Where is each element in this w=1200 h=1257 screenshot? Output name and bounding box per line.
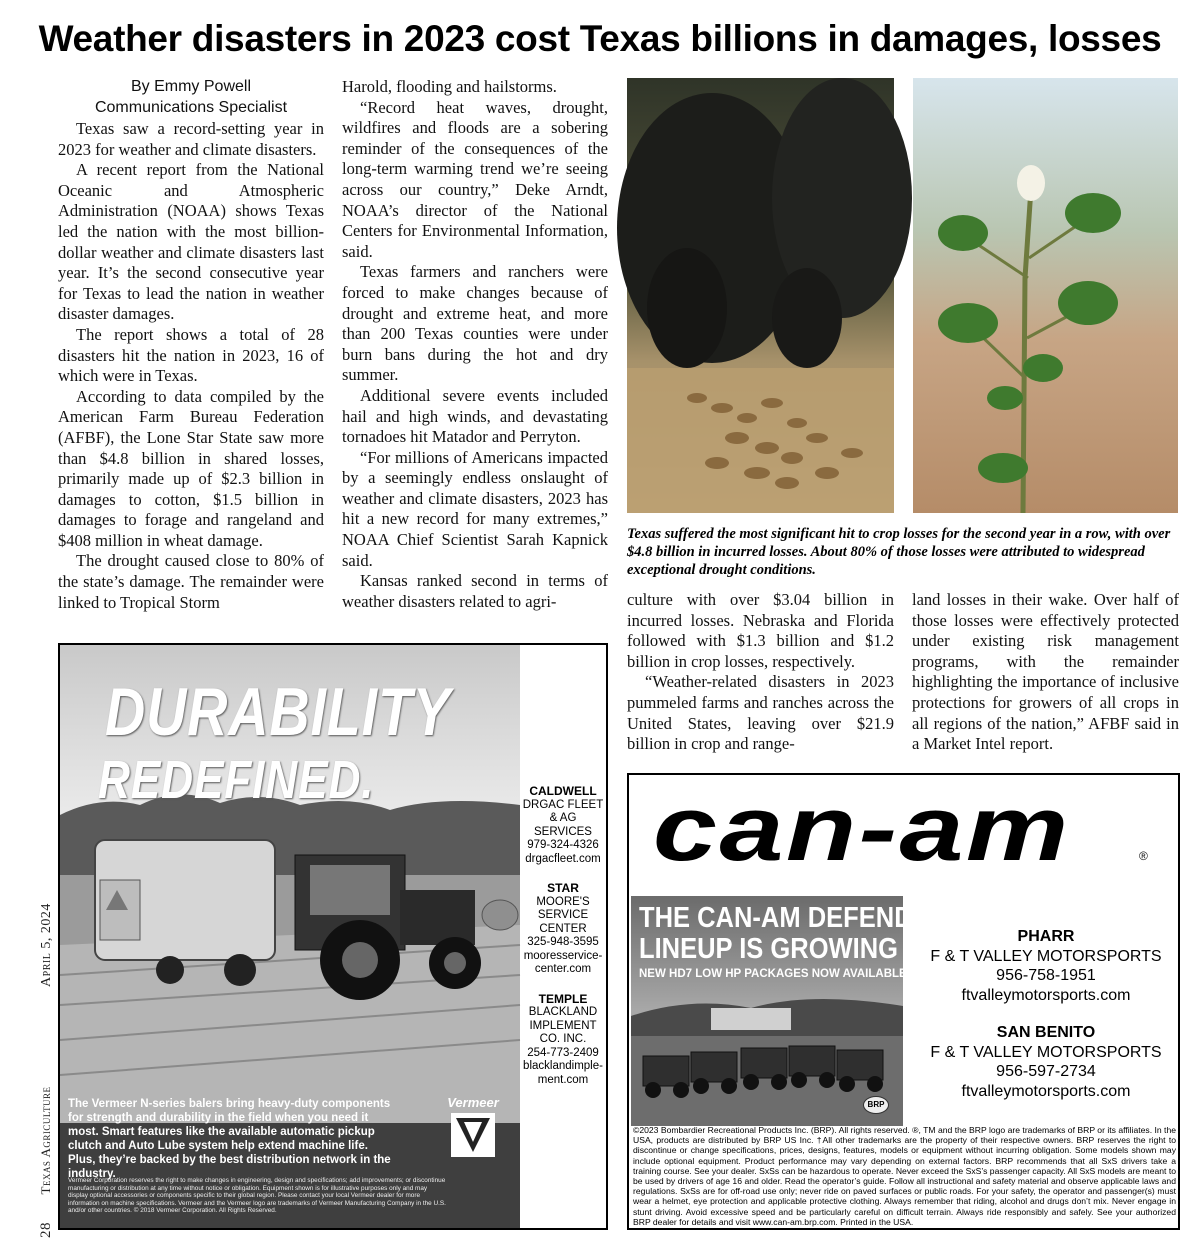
dealer-website[interactable]: center.com [534, 963, 592, 975]
paragraph: “For millions of Americans impacted by a seemingly endless onslaught of weather and climate disasters, 2023 has hit a new record for many extremes,” NOAA Chief Scientist Sarah Kapnick said. [342, 447, 608, 570]
dealer-website[interactable]: ftvalleymotorsports.com [961, 1082, 1131, 1100]
paragraph: Texas farmers and ranchers were forced to make changes because of drought and extreme heat, and more than 200 Texas counties were under burn bans during the hot and dry summer. [342, 262, 608, 385]
dealer-line: BLACKLAND [528, 1006, 598, 1018]
vermeer-body-text: The Vermeer N-series balers bring heavy-duty components for strength and durability in the field when you need it most. Smart features like the available automatic pickup clutch and Auto Lube system help extend machine life. Plus, they’re backed by the best distribution network in the industry. [68, 1098, 391, 1180]
canam-dealer-list [911, 915, 1181, 1101]
dealer-line: SERVICES [534, 825, 592, 838]
vermeer-headline-2: REDEFINED. [98, 750, 375, 810]
paragraph: The drought caused close to 80% of the state’s damage. The remainder were linked to Tropical Storm [58, 551, 324, 612]
vermeer-ad-image [60, 645, 520, 1228]
dealer-phone: 979-324-4326 [527, 839, 599, 851]
canam-ad-image [631, 896, 949, 1126]
dealer-line: CENTER [539, 922, 587, 935]
brp-logo-text: BRP [867, 1100, 885, 1109]
dealer-line: SERVICE [537, 909, 589, 921]
cotton-seedling-photo [913, 78, 1178, 513]
vermeer-logo-text: Vermeer [447, 1095, 499, 1110]
byline-name: By Emmy Powell [130, 78, 252, 95]
canam-headline-2: LINEUP IS GROWING [639, 933, 899, 965]
dealer-block [911, 927, 1181, 1005]
dealer-website[interactable]: drgacfleet.com [525, 852, 601, 865]
page-sidebar [38, 903, 55, 1238]
issue-date: April 5, 2024 [39, 903, 54, 987]
dealer-name: F & T VALLEY MOTORSPORTS [930, 1043, 1162, 1061]
paragraph: culture with over $3.04 billion in incurred losses. Nebraska and Florida followed with $1.3 billion and $1.2 billion in crop losses, respectively. [627, 590, 894, 671]
paragraph: According to data compiled by the American Farm Bureau Federation (AFBF), the Lone Star State saw more than $4.8 billion in shared losses, primarily made up of $2.3 billion in damages to cotton, $1.5 billion in damages to forage and rangeland and $408 million in wheat damage. [58, 386, 324, 550]
dealer-city: CALDWELL [529, 784, 597, 798]
brp-logo [863, 1096, 889, 1114]
canam-headline-1: THE CAN-AM DEFENDER [639, 902, 949, 934]
paragraph: land losses in their wake. Over half of those losses were effectively protected under existing risk management programs, with the remainder highlighting the importance of inclusive protections for growers of all crops in all regions of the nation,” AFBF said in a Market Intel report. [912, 590, 1179, 754]
vermeer-dealer-list [520, 775, 606, 1087]
page-number: 28 [38, 1222, 54, 1238]
vermeer-fine-print: Vermeer Corporation reserves the right to make changes in engineering, design and specifications; add improvements; or discontinue manufacturing or distribution at any time without notice or obligation. Equipment shown is for illustrative purposes only and may display optional accessories or components specific to their global region. Please contact your local Vermeer dealer for more information on machine specifications. Vermeer and the Vermeer logo are trademarks of Vermeer Manufacturing Company in the U.S. and/or other countries. © 2018 Vermeer Corporation. All Rights Reserved. [68, 1177, 446, 1215]
dealer-phone: 254-773-2409 [527, 1046, 599, 1059]
cattle-photo [627, 78, 894, 513]
dealer-phone: 956-597-2734 [996, 1063, 1096, 1080]
dealer-city: PHARR [1017, 928, 1075, 945]
article-column-2 [342, 77, 608, 612]
dealer-line: IMPLEMENT [529, 1019, 597, 1032]
canam-subhead: NEW HD7 LOW HP PACKAGES NOW AVAILABLE [639, 968, 907, 980]
dealer-name: F & T VALLEY MOTORSPORTS [930, 947, 1162, 965]
canam-reg-mark: ® [1139, 849, 1148, 863]
dealer-block [520, 785, 606, 866]
vermeer-logo [438, 1095, 508, 1163]
article-column-3 [627, 590, 894, 755]
paragraph: The report shows a total of 28 disasters hit the nation in 2023, 16 of which were in Texas. [58, 324, 324, 386]
article-headline: Weather disasters in 2023 cost Texas billions in damages, losses [38, 18, 1162, 59]
dealer-city: STAR [547, 881, 579, 895]
dealer-website[interactable]: ftvalleymotorsports.com [961, 986, 1131, 1004]
photo-caption: Texas suffered the most significant hit to crop losses for the second year in a row, with over $4.8 billion in incurred losses. About 80% of those losses were attributed to widespread exceptional drought conditions. [627, 526, 1171, 578]
publication-name: Texas Agriculture [38, 1086, 53, 1195]
paragraph: “Weather-related disasters in 2023 pummeled farms and ranches across the United States, leaving over $21.9 billion in crop and range- [627, 672, 894, 754]
byline-title: Communications Specialist [94, 99, 288, 116]
article-column-1 [58, 77, 324, 613]
vermeer-headline-1: DURABILITY [105, 674, 451, 750]
dealer-line: MOORE'S [536, 895, 590, 908]
canam-logo: can-am [653, 778, 1071, 880]
article-column-4 [912, 590, 1179, 755]
dealer-block [520, 993, 606, 1088]
dealer-line: DRGAC FLEET [522, 798, 604, 811]
dealer-block [520, 882, 606, 977]
dealer-line: CO. INC. [539, 1033, 587, 1045]
paragraph: “Record heat waves, drought, wildfires and floods are a sobering reminder of the consequences of the long-term warming trend we’re seeing across our country,” Deke Arndt, NOAA’s director of the National Centers for Environmental Information, said. [342, 97, 608, 261]
dealer-line: & AG [549, 812, 577, 824]
paragraph: Texas saw a record-setting year in 2023 for weather and climate disasters. [58, 119, 324, 159]
dealer-website[interactable]: mooresservice- [523, 949, 603, 962]
canam-ad[interactable] [627, 773, 1180, 1230]
dealer-website[interactable]: ment.com [537, 1073, 589, 1086]
dealer-website[interactable]: blacklandimple- [523, 1060, 603, 1072]
canam-legal-text: ©2023 Bombardier Recreational Products Inc. (BRP). All rights reserved. ®, TM and the BRP logo are trademarks of BRP or its affiliates. In the USA, products are distributed by BRP US Inc. †All other trademarks are the property of their respective owners. BRP reserves the right to discontinue or change specifications, prices, designs, features, models or equipment without incurring obligation. Some models shown may include optional equipment. Product performance may vary depending on external factors. BRP recommends that all SxS drivers take a training course. See your dealer. SxSs can be hazardous to operate. Never exceed the SxS’s passenger capacity. All SxS models are meant to be used by drivers of age 16 and older. Read the operator’s guide. Follow all instructional and safety material and observe applicable laws and regulations. SxSs are for off-road use only; never ride on paved surfaces or public roads. For your safety, the operator and passenger(s) must wear a helmet, eye protection and applicable protective clothing. Always remember that riding, alcohol and drugs don’t mix. Never engage in stunt driving. Avoid excessive speed and be particularly careful on difficult terrain. Always ride responsibly and safely. See your authorized BRP dealer for details and visit www.can-am.brp.com. Printed in the USA. [633, 1125, 1176, 1227]
paragraph: Additional severe events included hail and high winds, and devastating tornadoes hit Matador and Perryton. [342, 385, 608, 447]
dealer-phone: 325-948-3595 [527, 936, 599, 948]
dealer-city: SAN BENITO [996, 1024, 1096, 1041]
vermeer-v-icon [450, 1112, 496, 1158]
dealer-phone: 956-758-1951 [996, 967, 1096, 984]
dealer-block [911, 1023, 1181, 1101]
paragraph: Harold, flooding and hailstorms. [342, 77, 557, 96]
dealer-city: TEMPLE [538, 991, 588, 1006]
vermeer-ad[interactable] [58, 643, 608, 1230]
paragraph: Kansas ranked second in terms of weather disasters related to agri- [342, 571, 608, 611]
paragraph: A recent report from the National Oceanic and Atmospheric Administration (NOAA) shows Texas led the nation with the most billion-dollar weather and climate disasters last year. It’s the second consecutive year for Texas to lead the nation in weather disaster damages. [58, 160, 324, 324]
